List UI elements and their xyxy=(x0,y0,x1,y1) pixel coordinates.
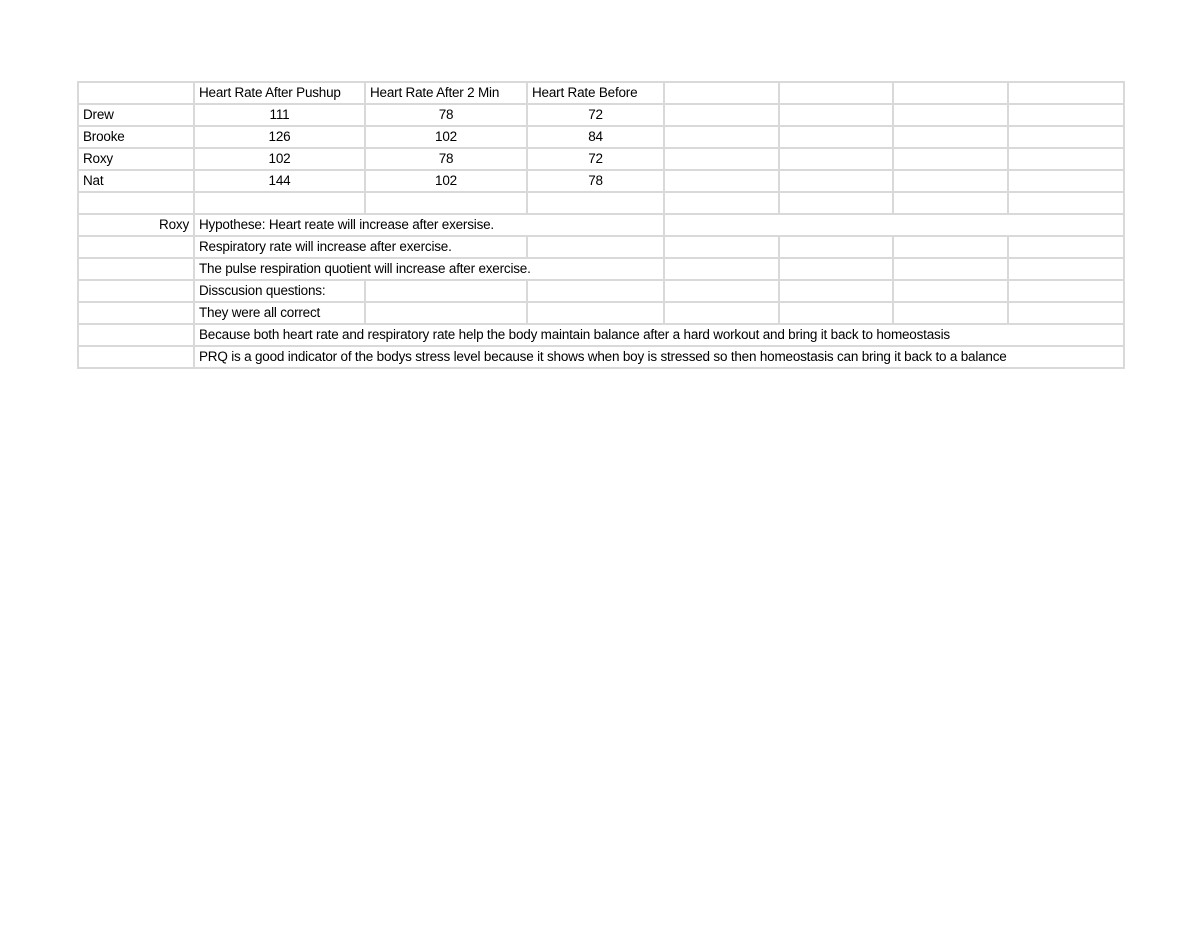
cell-empty[interactable] xyxy=(1008,126,1124,148)
cell-empty[interactable] xyxy=(779,104,893,126)
cell-empty[interactable] xyxy=(365,302,527,324)
answer-row xyxy=(78,302,1124,324)
cell-empty[interactable] xyxy=(1008,258,1124,280)
hypothesis-row xyxy=(78,214,1124,236)
cell-empty[interactable] xyxy=(1008,104,1124,126)
cell-empty[interactable] xyxy=(527,280,664,302)
cell-empty[interactable] xyxy=(1008,170,1124,192)
header-before[interactable]: Heart Rate Before xyxy=(527,82,664,104)
cell-empty[interactable] xyxy=(779,170,893,192)
cell-empty[interactable] xyxy=(893,170,1008,192)
table-row xyxy=(78,148,1124,170)
value-after-2min[interactable]: 78 xyxy=(365,148,527,170)
cell-empty[interactable] xyxy=(893,82,1008,104)
blank-row xyxy=(78,192,1124,214)
discussion-heading-row xyxy=(78,280,1124,302)
value-before[interactable]: 72 xyxy=(527,104,664,126)
cell-empty[interactable] xyxy=(893,280,1008,302)
cell-empty[interactable] xyxy=(78,236,194,258)
cell-empty[interactable] xyxy=(664,302,779,324)
cell-empty[interactable] xyxy=(664,82,779,104)
respiratory-row xyxy=(78,236,1124,258)
cell-empty[interactable] xyxy=(1008,148,1124,170)
cell-empty[interactable] xyxy=(893,236,1008,258)
cell-empty[interactable] xyxy=(527,302,664,324)
cell-empty[interactable] xyxy=(1008,236,1124,258)
cell-empty[interactable] xyxy=(779,258,893,280)
answer-row xyxy=(78,324,1124,346)
cell-empty[interactable] xyxy=(1008,302,1124,324)
header-row xyxy=(78,82,1124,104)
cell-empty[interactable] xyxy=(664,126,779,148)
cell-empty[interactable] xyxy=(664,148,779,170)
cell-empty[interactable] xyxy=(78,82,194,104)
value-after-pushup[interactable]: 126 xyxy=(194,126,365,148)
spreadsheet-grid xyxy=(77,81,1125,369)
hypothesis-text[interactable]: Hypothese: Heart reate will increase after exersise. xyxy=(194,214,664,236)
cell-empty[interactable] xyxy=(664,214,1124,236)
cell-empty[interactable] xyxy=(78,280,194,302)
cell-empty[interactable] xyxy=(1008,192,1124,214)
cell-empty[interactable] xyxy=(893,126,1008,148)
answer-2[interactable]: Because both heart rate and respiratory rate help the body maintain balance after a hard workout and bring it back to homeostasis xyxy=(194,324,1124,346)
cell-empty[interactable] xyxy=(664,104,779,126)
cell-empty[interactable] xyxy=(779,148,893,170)
value-before[interactable]: 84 xyxy=(527,126,664,148)
cell-empty[interactable] xyxy=(893,302,1008,324)
value-before[interactable]: 78 xyxy=(527,170,664,192)
answer-3[interactable]: PRQ is a good indicator of the bodys stress level because it shows when boy is stressed so then homeostasis can bring it back to a balance xyxy=(194,346,1124,368)
value-after-2min[interactable]: 78 xyxy=(365,104,527,126)
value-after-2min[interactable]: 102 xyxy=(365,170,527,192)
cell-empty[interactable] xyxy=(78,302,194,324)
cell-empty[interactable] xyxy=(78,324,194,346)
value-after-pushup[interactable]: 144 xyxy=(194,170,365,192)
cell-empty[interactable] xyxy=(779,192,893,214)
cell-empty[interactable] xyxy=(664,280,779,302)
notes-author[interactable]: Roxy xyxy=(78,214,194,236)
cell-empty[interactable] xyxy=(1008,82,1124,104)
row-name[interactable]: Drew xyxy=(78,104,194,126)
cell-empty[interactable] xyxy=(779,280,893,302)
cell-empty[interactable] xyxy=(527,192,664,214)
cell-empty[interactable] xyxy=(78,192,194,214)
row-name[interactable]: Brooke xyxy=(78,126,194,148)
value-after-pushup[interactable]: 111 xyxy=(194,104,365,126)
table-row xyxy=(78,126,1124,148)
cell-empty[interactable] xyxy=(527,236,664,258)
cell-empty[interactable] xyxy=(365,280,527,302)
pulse-row xyxy=(78,258,1124,280)
cell-empty[interactable] xyxy=(893,148,1008,170)
discussion-heading[interactable]: Disscusion questions: xyxy=(194,280,365,302)
cell-empty[interactable] xyxy=(78,346,194,368)
cell-empty[interactable] xyxy=(664,170,779,192)
row-name[interactable]: Roxy xyxy=(78,148,194,170)
cell-empty[interactable] xyxy=(664,192,779,214)
cell-empty[interactable] xyxy=(893,258,1008,280)
value-after-pushup[interactable]: 102 xyxy=(194,148,365,170)
cell-empty[interactable] xyxy=(1008,280,1124,302)
pulse-text[interactable]: The pulse respiration quotient will increase after exercise. xyxy=(194,258,664,280)
cell-empty[interactable] xyxy=(779,302,893,324)
cell-empty[interactable] xyxy=(779,82,893,104)
cell-empty[interactable] xyxy=(365,192,527,214)
cell-empty[interactable] xyxy=(664,258,779,280)
cell-empty[interactable] xyxy=(893,192,1008,214)
row-name[interactable]: Nat xyxy=(78,170,194,192)
answer-row xyxy=(78,346,1124,368)
cell-empty[interactable] xyxy=(893,104,1008,126)
respiratory-text[interactable]: Respiratory rate will increase after exercise. xyxy=(194,236,527,258)
cell-empty[interactable] xyxy=(779,126,893,148)
table-row xyxy=(78,104,1124,126)
table-row xyxy=(78,170,1124,192)
cell-empty[interactable] xyxy=(779,236,893,258)
header-after-2min[interactable]: Heart Rate After 2 Min xyxy=(365,82,527,104)
value-after-2min[interactable]: 102 xyxy=(365,126,527,148)
cell-empty[interactable] xyxy=(78,258,194,280)
cell-empty[interactable] xyxy=(664,236,779,258)
cell-empty[interactable] xyxy=(194,192,365,214)
answer-1[interactable]: They were all correct xyxy=(194,302,365,324)
header-after-pushup[interactable]: Heart Rate After Pushup xyxy=(194,82,365,104)
value-before[interactable]: 72 xyxy=(527,148,664,170)
